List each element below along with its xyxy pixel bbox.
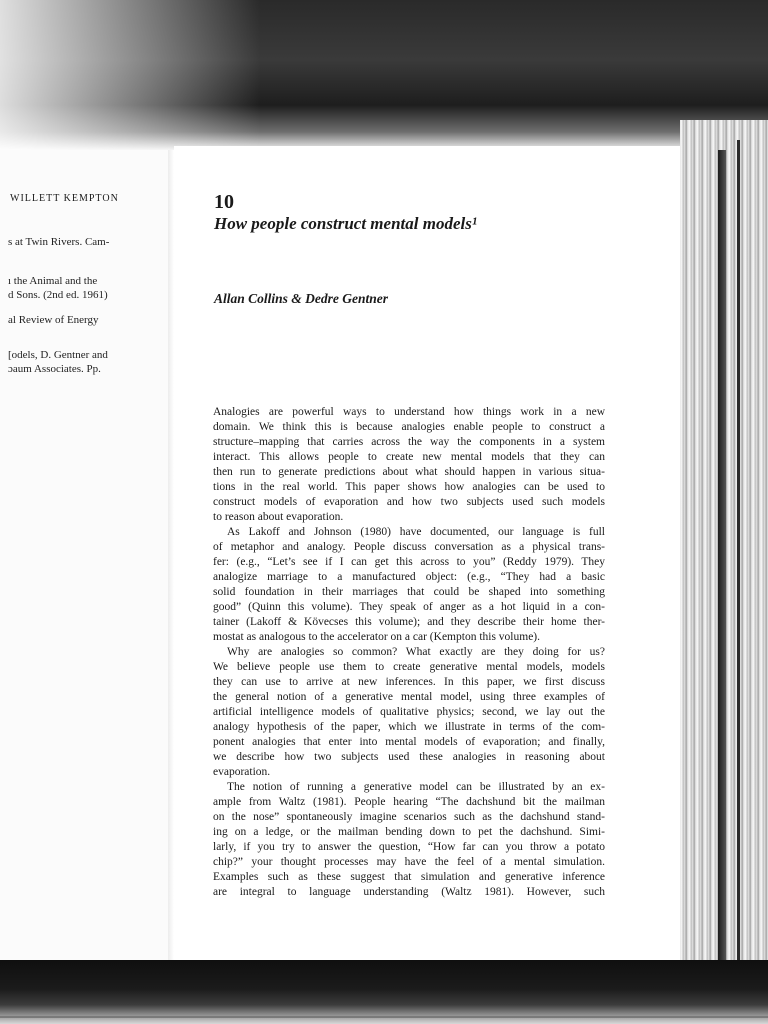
body-line: ponent analogies that enter into mental models of evaporation; and finally, bbox=[213, 736, 605, 748]
left-page-fragment: ı the Animal and the bbox=[8, 275, 98, 287]
left-page-fragment: [odels, D. Gentner and bbox=[8, 349, 108, 361]
body-line: the general notion of a generative mental model, using three examples of bbox=[213, 691, 605, 703]
body-line: As Lakoff and Johnson (1980) have documented, our language is full bbox=[227, 526, 605, 538]
body-line: to reason about evaporation. bbox=[213, 511, 344, 523]
body-line: tainer (Lakoff & Kövecses this volume); and they describe their home ther- bbox=[213, 616, 605, 628]
body-line: then run to generate predictions about what should happen in various situa- bbox=[213, 466, 605, 478]
body-line: on the nose” spontaneously imagine scenarios such as the dachshund stand- bbox=[213, 811, 605, 823]
body-line: Examples such as these suggest that simulation and generative inference bbox=[213, 871, 605, 883]
body-line: good” (Quinn this volume). They speak of anger as a hot liquid in a con- bbox=[213, 601, 605, 613]
scan-shadow-fade bbox=[0, 0, 260, 150]
scan-bottom-line bbox=[0, 1016, 768, 1018]
left-page-fragment: s at Twin Rivers. Cam- bbox=[8, 236, 110, 248]
body-line: Analogies are powerful ways to understand how things work in a new bbox=[213, 406, 605, 418]
body-line: we describe how two subjects used these analogies in reasoning about bbox=[213, 751, 605, 763]
body-line: tions in the real world. This paper shows how analogies can be used to bbox=[213, 481, 605, 493]
body-line: domain. We think this is because analogies enable people to construct a bbox=[213, 421, 605, 433]
left-page-fragment: al Review of Energy bbox=[8, 314, 99, 326]
body-line: interact. This allows people to create new mental models that they can bbox=[213, 451, 605, 463]
body-line: ing on a ledge, or the mailman bending down to pet the dachshund. Simi- bbox=[213, 826, 605, 838]
body-line: evaporation. bbox=[213, 766, 271, 778]
left-page-fragment: ɔaum Associates. Pp. bbox=[8, 363, 101, 375]
left-page-fragment: d Sons. (2nd ed. 1961) bbox=[8, 289, 108, 301]
body-line: are integral to language understanding (Waltz 1981). However, such bbox=[213, 886, 605, 898]
body-line: Why are analogies so common? What exactly are they doing for us? bbox=[227, 646, 605, 658]
body-line: they can use to arrive at new inferences. In this paper, we first discuss bbox=[213, 676, 605, 688]
body-line: analogy hypothesis of the paper, which we illustrate in terms of the com- bbox=[213, 721, 605, 733]
body-line: construct models of evaporation and how two subjects used such models bbox=[213, 496, 605, 508]
body-line: mostat as analogous to the accelerator on a car (Kempton this volume). bbox=[213, 631, 541, 643]
running-head: WILLETT KEMPTON bbox=[10, 193, 119, 204]
body-line: of metaphor and analogy. People discuss conversation as a physical trans- bbox=[213, 541, 605, 553]
chapter-authors: Allan Collins & Dedre Gentner bbox=[214, 291, 389, 306]
body-line: The notion of running a generative model can be illustrated by an ex- bbox=[227, 781, 605, 793]
chapter-title: How people construct mental models¹ bbox=[214, 214, 477, 233]
scan-shadow-bottom bbox=[0, 960, 768, 1024]
left-page bbox=[0, 150, 170, 960]
body-text bbox=[213, 405, 605, 900]
body-line: We believe people use them to create generative mental models, models bbox=[213, 661, 605, 673]
body-line: ample from Waltz (1981). People hearing “The dachshund bit the mailman bbox=[213, 796, 605, 808]
body-line: fer: (e.g., “Let’s see if I can get this across to you” (Reddy 1979). They bbox=[213, 556, 605, 568]
chapter-number: 10 bbox=[214, 191, 234, 213]
book-spine-shadow bbox=[718, 150, 726, 980]
body-line: analogize marriage to a manufactured object: (e.g., “They had a basic bbox=[213, 571, 605, 583]
book-edge-line bbox=[737, 140, 740, 990]
body-line: solid foundation in their marriages that could be shaped into something bbox=[213, 586, 605, 598]
body-line: artificial intelligence models of qualitative physics; second, we lay out the bbox=[213, 706, 605, 718]
body-line: chip?” your thought processes may have the feel of a mental simulation. bbox=[213, 856, 605, 868]
body-line: larly, if you try to answer the question, “How far can you throw a potato bbox=[213, 841, 605, 853]
body-line: structure–mapping that carries across the way the components in a system bbox=[213, 436, 605, 448]
